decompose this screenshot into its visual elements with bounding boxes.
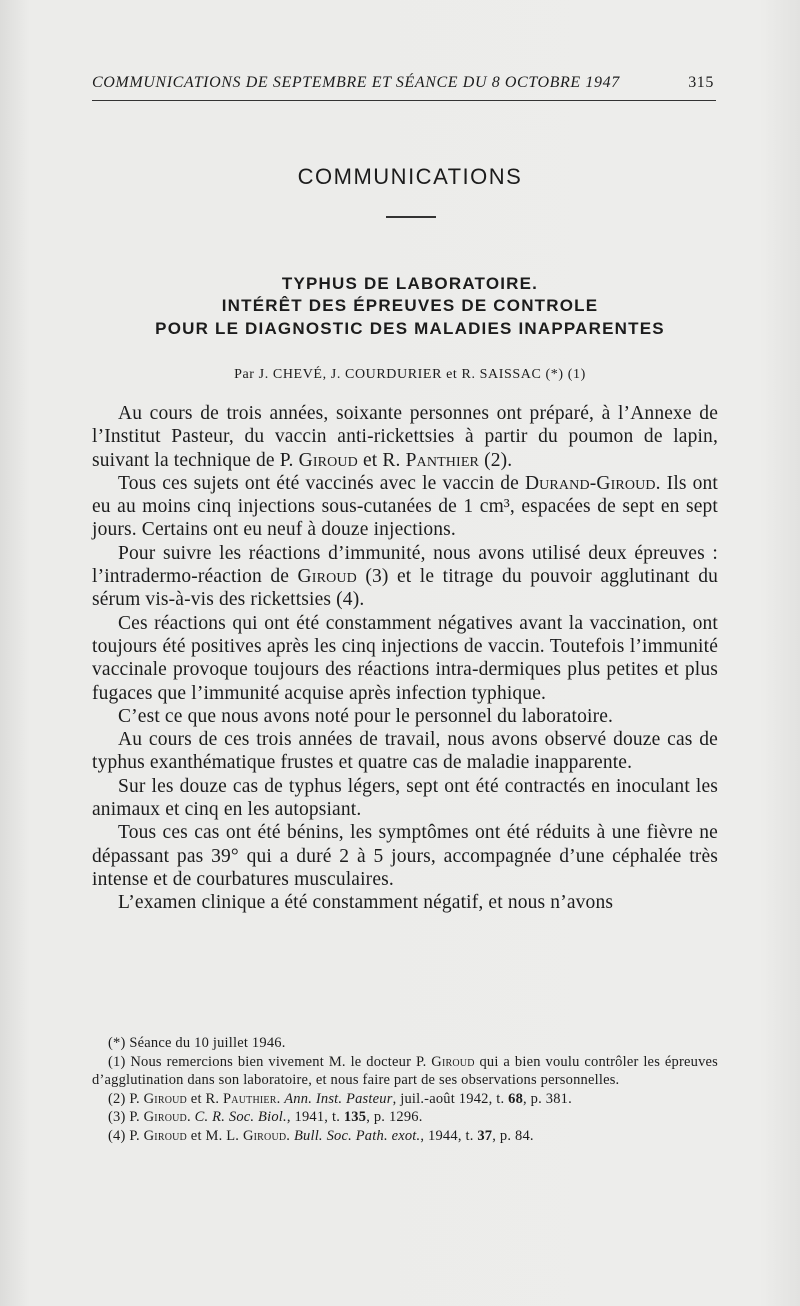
- paragraph-text: et R.: [357, 449, 406, 471]
- footnote-text: et R.: [186, 1090, 224, 1107]
- footnote-text: (4) P.: [108, 1127, 144, 1144]
- article-title-line-2: INTÉRÊT DES ÉPREUVES DE CONTROLE: [221, 296, 599, 315]
- article-title-line-3: POUR LE DIAGNOSTIC DES MALADIES INAPPARENTES: [155, 319, 665, 338]
- article-title-line-1: TYPHUS DE LABORATOIRE.: [281, 274, 539, 293]
- author-name: Panthier: [405, 449, 480, 471]
- author-name: Giroud: [297, 566, 357, 588]
- footnote-text: , p. 84.: [492, 1127, 534, 1144]
- footnote-2: [92, 1090, 718, 1109]
- volume-number: 37: [477, 1127, 493, 1144]
- footnote-text: (1) Nous remercions bien vivement M. le docteur P.: [108, 1053, 432, 1070]
- footnote-text: , p. 1296.: [366, 1109, 423, 1126]
- volume-number: 68: [508, 1090, 524, 1107]
- author-name: Giroud: [143, 1127, 187, 1144]
- byline: Par J. CHEVÉ, J. COURDURIER et R. SAISSAC (*) (1): [234, 367, 586, 382]
- paragraph-text: Tous ces sujets ont été vaccinés avec le vaccin de: [118, 472, 525, 494]
- footnote-text: .: [186, 1109, 195, 1126]
- paragraph-4: Ces réactions qui ont été constamment négatives avant la vaccination, ont toujours été positives après les cinq injections de vaccin. Toutefois l’immunité vaccinale provoque toujours des réactions intra-dermiques plus petites et plus fugaces que l’immunité acquise après infection typhique.: [92, 612, 718, 704]
- header-rule: [92, 100, 716, 101]
- running-head: [92, 74, 714, 92]
- author-name: Pauthier: [223, 1090, 277, 1107]
- paragraph-text: (2).: [479, 449, 513, 471]
- footnote-text: , p. 381.: [523, 1090, 572, 1107]
- paragraph-7: Sur les douze cas de typhus légers, sept ont été contractés en inoculant les animaux et cinq en les autopsiant.: [92, 775, 718, 821]
- footnote-text: qui a bien voulu contrôler les épreuves d’agglutination dans son laboratoire, et nous faire part de ses observations personnelles.: [92, 1053, 718, 1089]
- footnote-text: , juil.-août 1942, t.: [392, 1090, 509, 1107]
- footnote-3: [92, 1108, 718, 1127]
- footnotes: [92, 1034, 718, 1146]
- volume-number: 135: [343, 1109, 367, 1126]
- section-title: COMMUNICATIONS: [297, 164, 523, 189]
- footnote-text: (3) P.: [108, 1109, 144, 1126]
- paragraph-8: Tous ces cas ont été bénins, les symptômes ont été réduits à une fièvre ne dépassant pas 39° qui a duré 2 à 5 jours, accompagnée d’une céphalée très intense et de courbatures musculaires.: [92, 822, 718, 890]
- author-name: Durand-Giroud: [524, 472, 656, 494]
- paragraph-1: [92, 402, 718, 472]
- paragraph-text: (3) et le titrage du pouvoir agglutinant du sérum vis-à-vis des rickettsies (4).: [92, 566, 719, 611]
- paragraph-9: L’examen clinique a été constamment négatif, et nous n’avons: [118, 892, 614, 914]
- footnote-4: [92, 1127, 718, 1146]
- paragraph-6: Au cours de ces trois années de travail, nous avons observé douze cas de typhus exanthématique frustes et quatre cas de maladie inapparente.: [92, 729, 718, 774]
- paragraph-text: . Ils ont eu au moins cinq injections sous-cutanées de 1 cm³, espacées de sept en sept jours. Certains ont eu neuf à douze injections.: [92, 472, 718, 541]
- journal-name: Ann. Inst. Pasteur: [284, 1090, 393, 1107]
- article-body: [92, 402, 718, 915]
- running-head-text: COMMUNICATIONS DE SEPTEMBRE ET SÉANCE DU 8 OCTOBRE 1947: [92, 74, 620, 91]
- page-number: 315: [688, 74, 714, 91]
- author-name: Giroud: [143, 1090, 187, 1107]
- footnote-star: (*) Séance du 10 juillet 1946.: [108, 1035, 286, 1051]
- footnote-text: et M. L.: [186, 1127, 243, 1144]
- author-name: Giroud: [431, 1053, 475, 1070]
- journal-name: Bull. Soc. Path. exot.: [293, 1127, 421, 1144]
- paragraph-text: Au cours de trois années, soixante personnes ont préparé, à l’Annexe de l’Institut Pasteur, du vaccin anti-rickettsies à partir du poumon de lapin, suivant la technique de P.: [92, 403, 718, 471]
- journal-name: C. R. Soc. Biol.: [194, 1109, 287, 1126]
- paragraph-3: [92, 542, 718, 612]
- section-divider: [386, 216, 436, 218]
- paragraph-5: C’est ce que nous avons noté pour le personnel du laboratoire.: [118, 705, 614, 727]
- footnote-text: , 1944, t.: [420, 1127, 478, 1144]
- author-name: Giroud: [143, 1109, 187, 1126]
- footnote-text: , 1941, t.: [286, 1109, 344, 1126]
- paragraph-2: [92, 472, 718, 542]
- author-name: Giroud: [242, 1127, 287, 1144]
- footnote-text: .: [276, 1090, 285, 1107]
- footnote-1: [92, 1053, 718, 1090]
- footnote-text: .: [286, 1127, 294, 1144]
- paragraph-text: Pour suivre les réactions d’immunité, nous avons utilisé deux épreuves : l’intradermo-réaction de: [92, 542, 718, 588]
- footnote-text: (2) P.: [108, 1090, 144, 1107]
- author-name: Giroud: [298, 449, 358, 471]
